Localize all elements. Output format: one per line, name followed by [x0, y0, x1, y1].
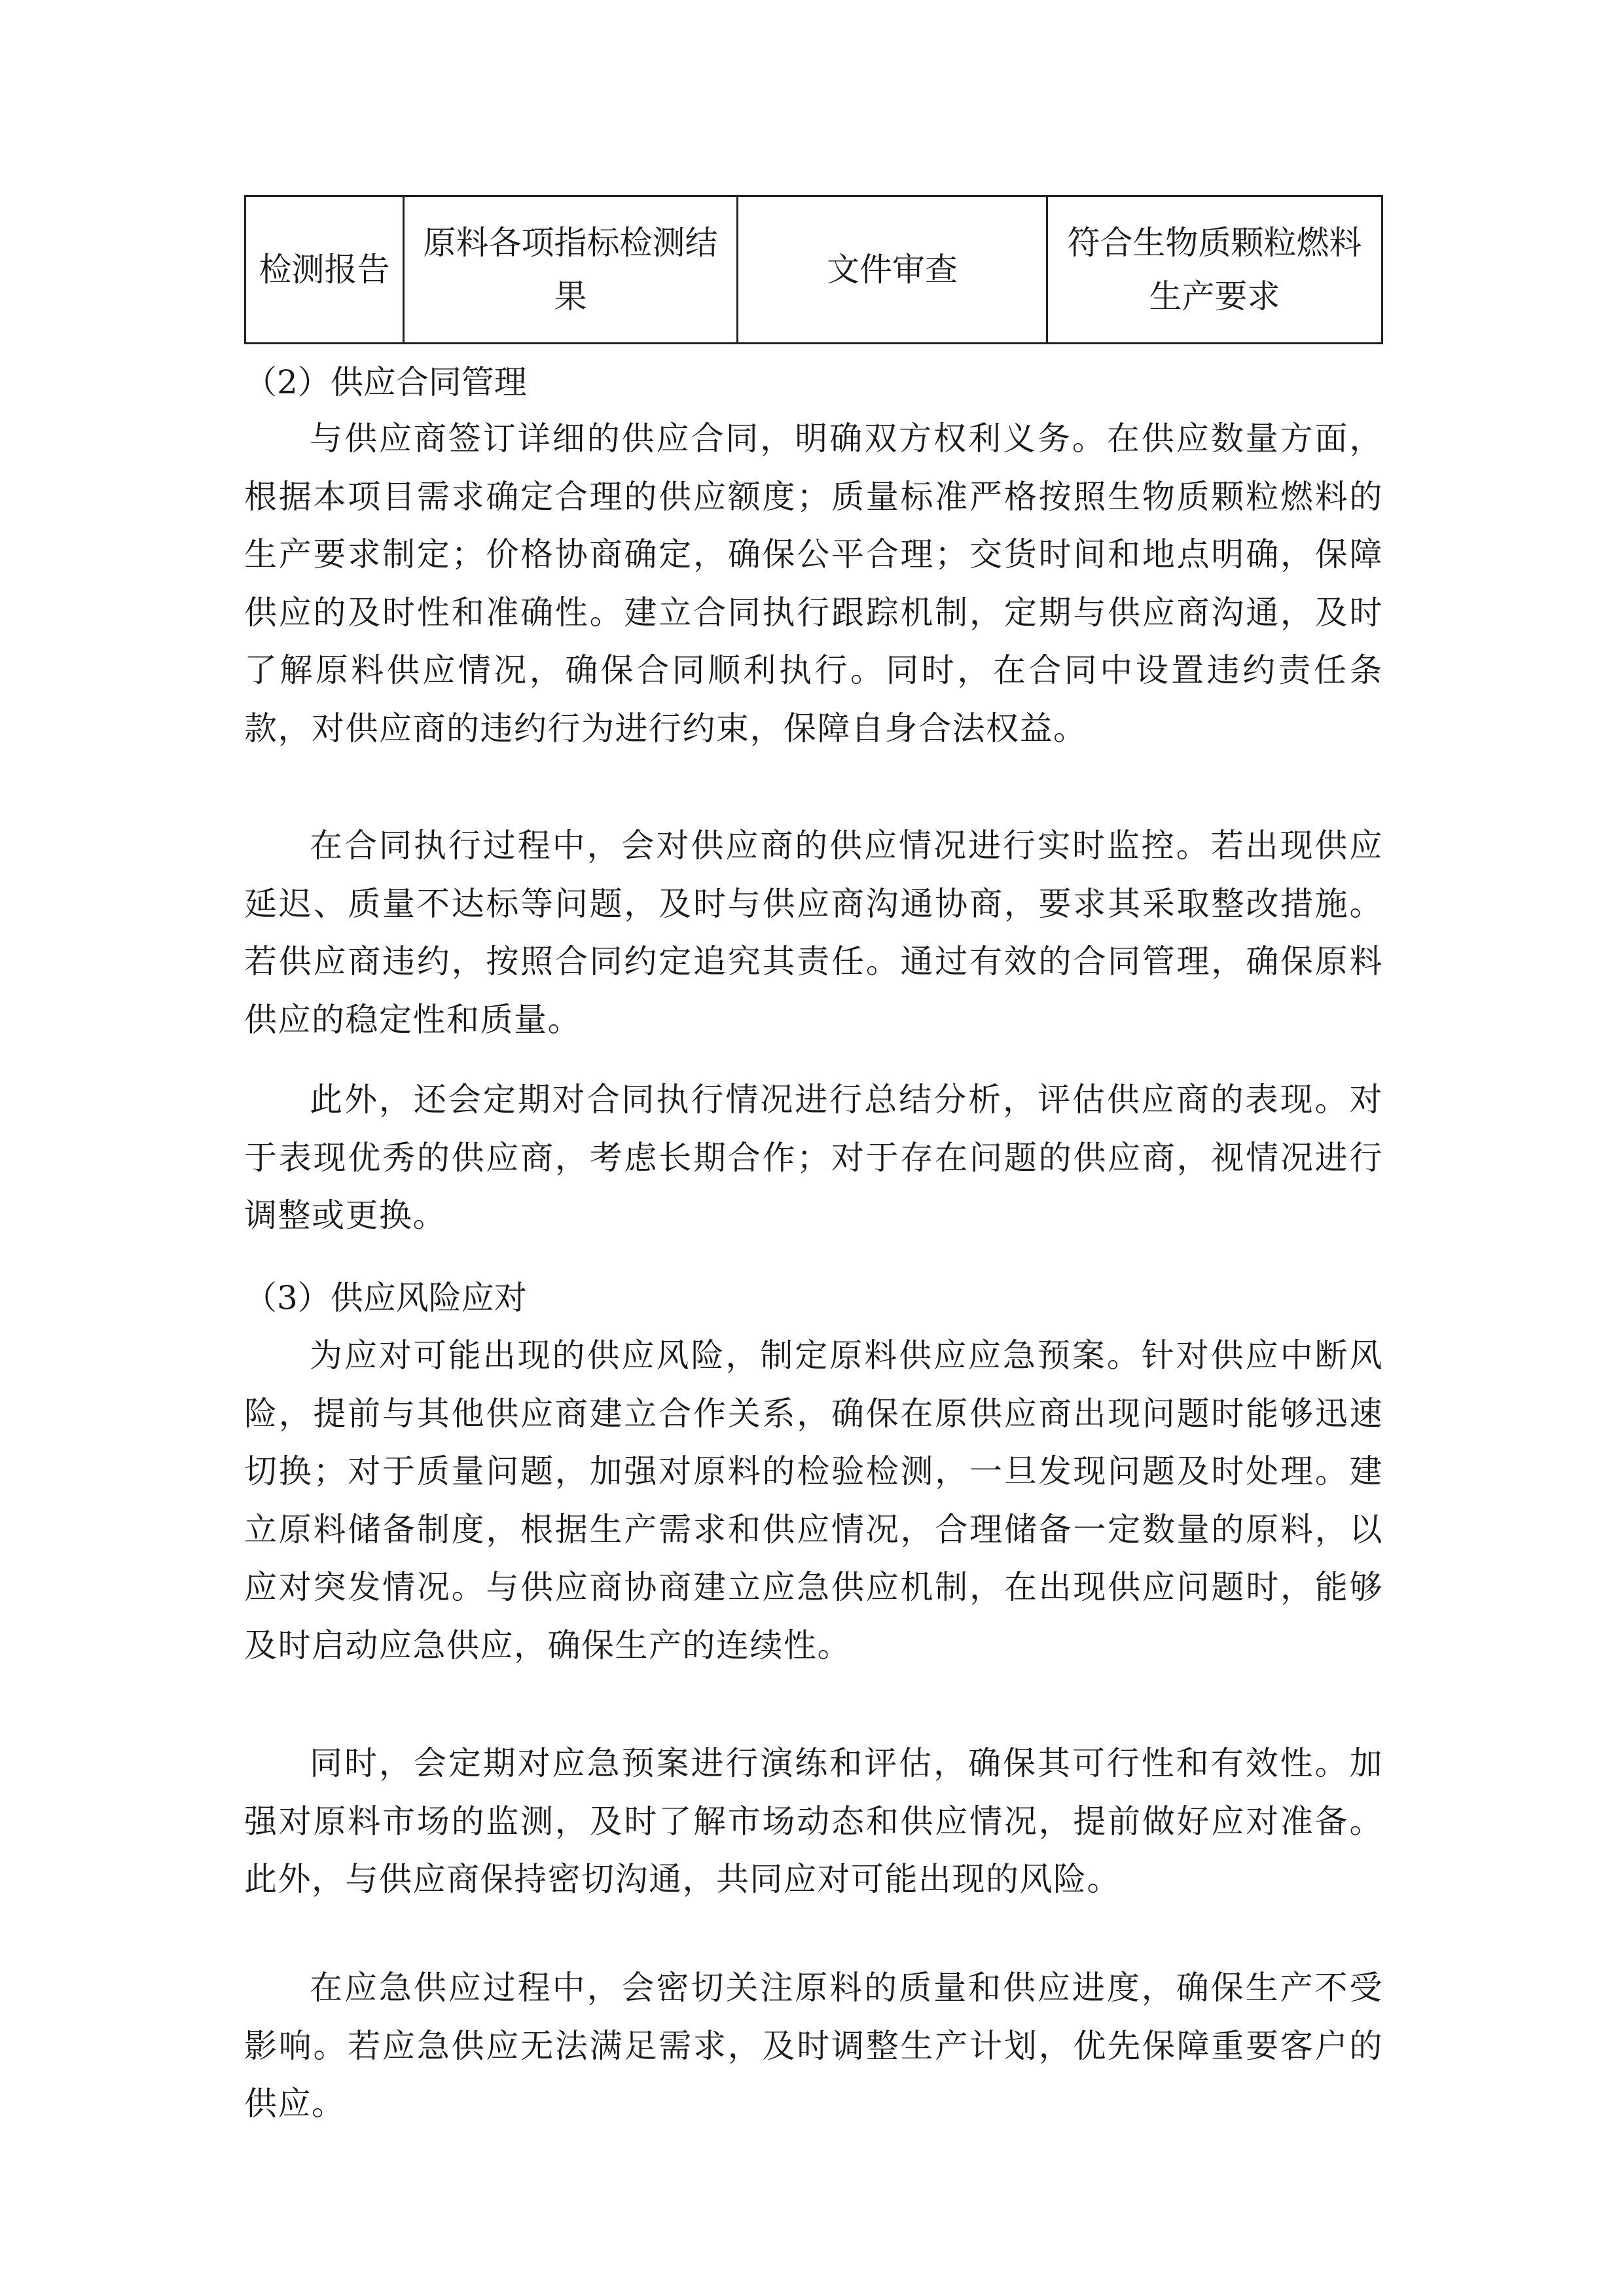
- table-cell-item: 检测报告: [245, 196, 404, 344]
- table-row: [245, 196, 1382, 344]
- inspection-table: [244, 195, 1383, 344]
- table-cell-content: 原料各项指标检测结果: [404, 196, 738, 344]
- table-cell-standard: 符合生物质颗粒燃料生产要求: [1047, 196, 1382, 344]
- section-heading-contract: （2）供应合同管理: [244, 363, 527, 401]
- paragraph: 为应对可能出现的供应风险，制定原料供应应急预案。针对供应中断风险，提前与其他供应商建立合作关系，确保在原供应商出现问题时能够迅速切换；对于质量问题，加强对原料的检验检测，一旦发现问题及时处理。建立原料储备制度，根据生产需求和供应情况，合理储备一定数量的原料，以应对突发情况。与供应商协商建立应急供应机制，在出现供应问题时，能够及时启动应急供应，确保生产的连续性。: [244, 1336, 1383, 1664]
- paragraph: 在合同执行过程中，会对供应商的供应情况进行实时监控。若出现供应延迟、质量不达标等问题，及时与供应商沟通协商，要求其采取整改措施。若供应商违约，按照合同约定追究其责任。通过有效的合同管理，确保原料供应的稳定性和质量。: [244, 827, 1383, 1039]
- paragraph: 在应急供应过程中，会密切关注原料的质量和供应进度，确保生产不受影响。若应急供应无法满足需求，及时调整生产计划，优先保障重要客户的供应。: [244, 1969, 1383, 2123]
- paragraph: 此外，还会定期对合同执行情况进行总结分析，评估供应商的表现。对于表现优秀的供应商，考虑长期合作；对于存在问题的供应商，视情况进行调整或更换。: [244, 1081, 1383, 1234]
- section-heading-risk: （3）供应风险应对: [244, 1279, 527, 1317]
- paragraph: 同时，会定期对应急预案进行演练和评估，确保其可行性和有效性。加强对原料市场的监测，及时了解市场动态和供应情况，提前做好应对准备。此外，与供应商保持密切沟通，共同应对可能出现的风险。: [244, 1744, 1383, 1898]
- table-cell-method: 文件审查: [738, 196, 1047, 344]
- paragraph: 与供应商签订详细的供应合同，明确双方权利义务。在供应数量方面，根据本项目需求确定合理的供应额度；质量标准严格按照生物质颗粒燃料的生产要求制定；价格协商确定，确保公平合理；交货时间和地点明确，保障供应的及时性和准确性。建立合同执行跟踪机制，定期与供应商沟通，及时了解原料供应情况，确保合同顺利执行。同时，在合同中设置违约责任条款，对供应商的违约行为进行约束，保障自身合法权益。: [244, 420, 1383, 747]
